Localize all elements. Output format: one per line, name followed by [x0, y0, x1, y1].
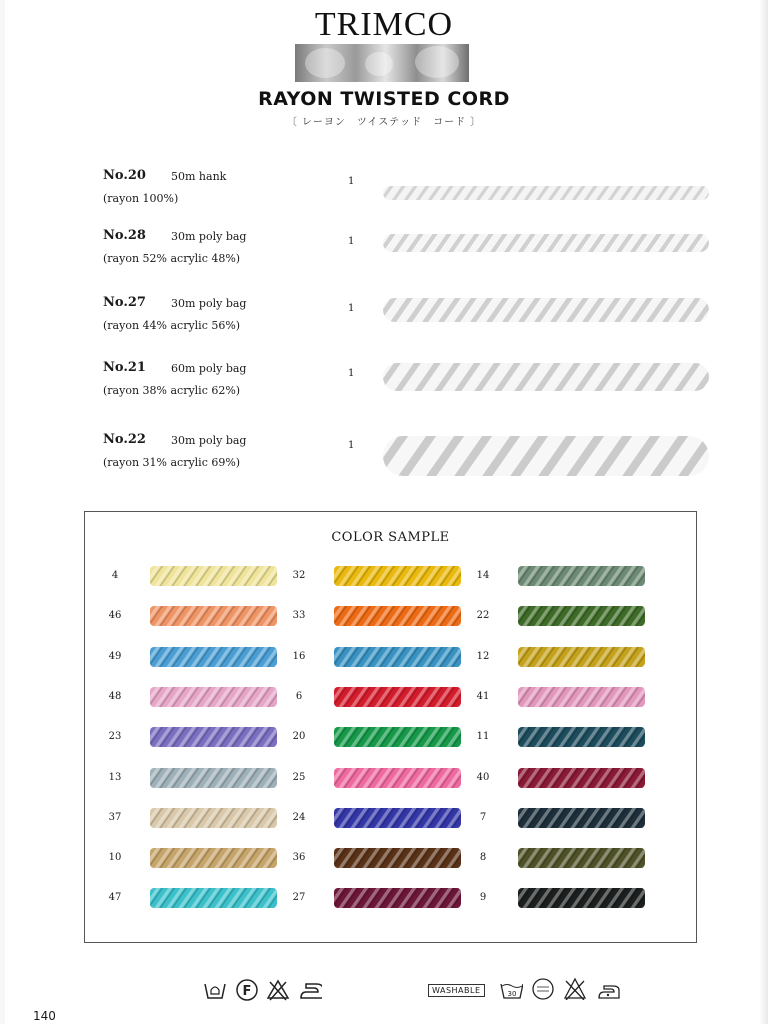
- cord-image: [383, 432, 709, 480]
- product-number: No.28: [103, 228, 146, 243]
- swatch-number: 20: [292, 731, 306, 743]
- swatch-number: 4: [111, 570, 119, 581]
- product-qty: 1: [348, 236, 355, 247]
- color-swatch: [150, 646, 277, 668]
- swatch-number: 36: [292, 852, 306, 864]
- color-swatch: [334, 646, 461, 668]
- product-packaging: 30m poly bag: [171, 434, 247, 447]
- swatch-number: 25: [292, 771, 306, 783]
- iron-low-icon: [596, 978, 620, 1002]
- color-swatch: [518, 887, 645, 909]
- swatch-number: 32: [292, 570, 306, 581]
- swatch-number: 49: [108, 650, 122, 662]
- product-composition: (rayon 31% acrylic 69%): [103, 456, 241, 469]
- color-swatch: [150, 767, 277, 789]
- dry-clean-icon: [531, 977, 555, 1001]
- color-swatch: [150, 726, 277, 748]
- hand-wash-icon: [203, 978, 227, 1002]
- iron-icon: [298, 978, 322, 1002]
- swatch-number: 27: [292, 892, 306, 904]
- swatch-number: 48: [108, 690, 122, 702]
- no-bleach-icon: [266, 978, 290, 1002]
- swatch-number: 8: [479, 852, 487, 864]
- swatch-number: 10: [108, 852, 122, 864]
- product-composition: (rayon 44% acrylic 56%): [103, 319, 241, 332]
- color-swatch: [518, 605, 645, 627]
- color-swatch: [518, 686, 645, 708]
- color-swatch: [150, 847, 277, 869]
- swatch-number: 12: [476, 650, 490, 662]
- page-number: 140: [33, 1009, 56, 1023]
- color-swatch: [150, 887, 277, 909]
- swatch-number: 23: [108, 731, 122, 743]
- wash-30-icon: [499, 978, 523, 1002]
- page-subtitle: 〔 レーヨン ツイステッド コード 〕: [286, 117, 482, 128]
- brand-banner-photo: [295, 44, 469, 82]
- product-composition: (rayon 38% acrylic 62%): [103, 384, 241, 397]
- swatch-number: 16: [292, 650, 306, 662]
- color-swatch: [518, 565, 645, 587]
- product-packaging: 30m poly bag: [171, 230, 247, 243]
- cord-image: [383, 232, 709, 254]
- swatch-number: 33: [292, 610, 306, 622]
- color-swatch: [334, 887, 461, 909]
- product-qty: 1: [348, 368, 355, 379]
- product-number: No.22: [103, 432, 146, 447]
- page-shadow: [759, 0, 768, 1024]
- svg-text:30: 30: [507, 990, 517, 998]
- color-swatch: [150, 605, 277, 627]
- color-swatch: [334, 565, 461, 587]
- color-swatch: [150, 807, 277, 829]
- product-qty: 1: [348, 176, 355, 187]
- color-sample-panel: [84, 511, 697, 943]
- product-qty: 1: [348, 440, 355, 451]
- swatch-number: 22: [476, 610, 490, 622]
- cord-image: [383, 184, 709, 202]
- color-swatch: [518, 767, 645, 789]
- product-qty: 1: [348, 303, 355, 314]
- color-swatch: [334, 847, 461, 869]
- brand-logo: TRIMCO: [314, 6, 454, 43]
- product-composition: (rayon 100%): [103, 192, 179, 205]
- product-packaging: 60m poly bag: [171, 362, 247, 375]
- color-swatch: [518, 646, 645, 668]
- swatch-number: 7: [479, 811, 487, 823]
- page-title: RAYON TWISTED CORD: [258, 88, 510, 110]
- cord-image: [383, 295, 709, 325]
- color-swatch: [334, 767, 461, 789]
- color-swatch: [334, 726, 461, 748]
- color-swatch: [518, 847, 645, 869]
- swatch-number: 37: [108, 811, 122, 823]
- no-tumble-icon: [563, 976, 587, 1000]
- swatch-number: 9: [479, 892, 487, 904]
- color-swatch: [518, 726, 645, 748]
- swatch-number: 13: [108, 771, 122, 783]
- color-sample-title: COLOR SAMPLE: [331, 530, 450, 545]
- color-swatch: [334, 807, 461, 829]
- product-packaging: 50m hank: [171, 170, 227, 183]
- product-number: No.27: [103, 295, 146, 310]
- swatch-number: 14: [476, 570, 490, 581]
- product-composition: (rayon 52% acrylic 48%): [103, 252, 241, 265]
- product-number: No.20: [103, 168, 146, 183]
- swatch-number: 40: [476, 771, 490, 783]
- swatch-number: 41: [476, 690, 490, 702]
- swatch-number: 11: [476, 731, 490, 743]
- swatch-number: 6: [295, 690, 303, 702]
- swatch-number: 46: [108, 610, 122, 622]
- color-swatch: [334, 686, 461, 708]
- svg-text:F: F: [242, 984, 252, 999]
- cord-image: [383, 360, 709, 394]
- dry-clean-f-icon: [235, 978, 259, 1002]
- swatch-number: 24: [292, 811, 306, 823]
- swatch-number: 47: [108, 892, 122, 904]
- color-swatch: [150, 686, 277, 708]
- product-packaging: 30m poly bag: [171, 297, 247, 310]
- washable-label: WASHABLE: [428, 984, 485, 997]
- color-swatch: [150, 565, 277, 587]
- product-number: No.21: [103, 360, 146, 375]
- color-swatch: [518, 807, 645, 829]
- color-swatch: [334, 605, 461, 627]
